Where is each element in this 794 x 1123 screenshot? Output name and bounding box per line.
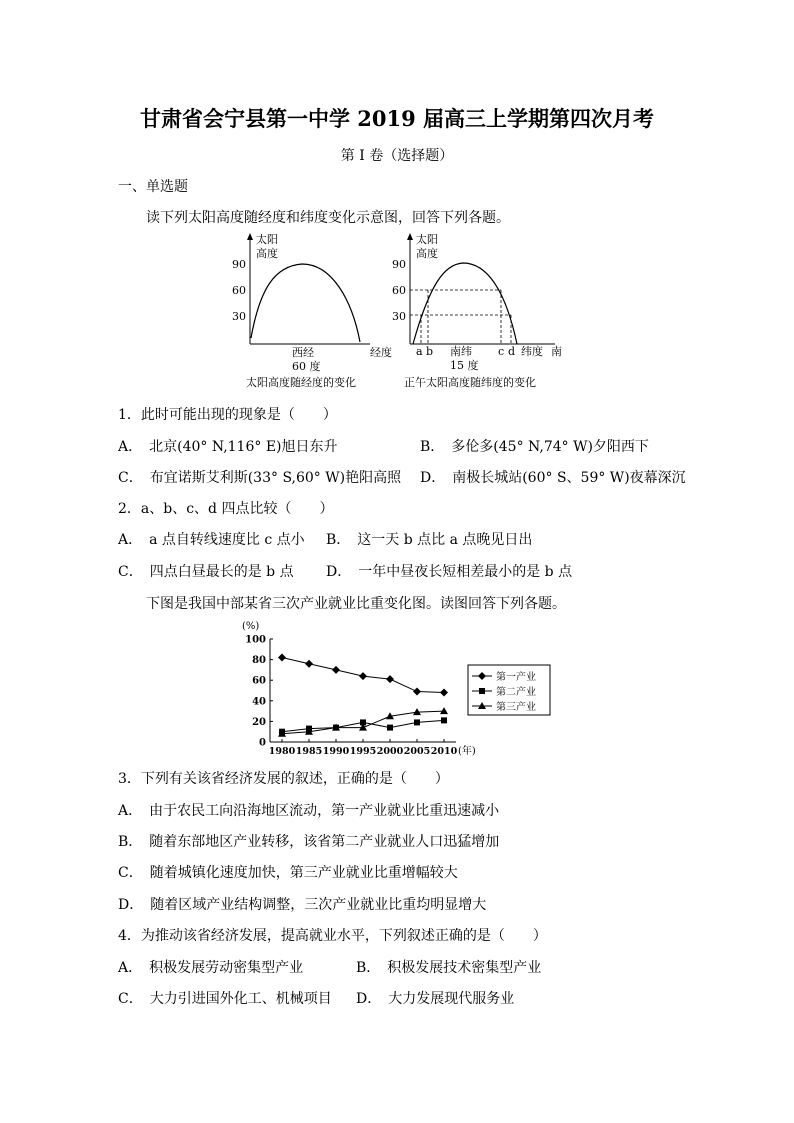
point-a: a — [416, 345, 423, 358]
series-2-point — [387, 725, 393, 731]
left-ylabel-1: 太阳 — [256, 233, 278, 246]
q2-option-c: C． 四点白昼最长的是 b 点 — [118, 564, 294, 580]
latitude-diagram — [392, 232, 562, 389]
q3-option-b: B． 随着东部地区产业转移，该省第二产业就业人口迅猛增加 — [118, 834, 500, 850]
q1-option-a: A． 北京(40° N,116° E)旭日东升 — [118, 439, 338, 455]
legend-label-1: 第一产业 — [496, 672, 536, 683]
group1-intro: 读下列太阳高度随经度和纬度变化示意图，回答下列各题。 — [146, 210, 510, 226]
section-heading: 一、单选题 — [118, 179, 188, 195]
q4-option-d: D． 大力发展现代服务业 — [356, 991, 515, 1007]
y-tick-label: 80 — [252, 655, 266, 667]
left-ytick-90: 90 — [232, 258, 246, 271]
x-tick-label: 1990 — [322, 746, 350, 757]
series-2-point — [441, 717, 447, 723]
q4-option-c: C． 大力引进国外化工、机械项目 — [118, 991, 332, 1007]
q3-stem: 3．下列有关该省经济发展的叙述，正确的是（ ） — [118, 771, 449, 787]
x-tick-label: 1995 — [349, 746, 377, 757]
right-xmid-2: 15 度 — [450, 359, 479, 372]
left-ytick-30: 30 — [232, 310, 246, 323]
q3-option-a: A． 由于农民工向沿海地区流动，第一产业就业比重迅速减小 — [118, 803, 500, 819]
right-xmid-1: 南纬 — [450, 345, 472, 358]
left-caption: 太阳高度随经度的变化 — [246, 376, 356, 389]
series-1-point — [386, 675, 394, 683]
right-ytick-30: 30 — [392, 310, 406, 323]
q3-option-c: C． 随着城镇化速度加快，第三产业就业比重增幅较大 — [118, 865, 458, 881]
point-d: d — [508, 345, 516, 358]
y-tick-label: 60 — [252, 675, 266, 687]
q1-option-b: B． 多伦多(45° N,74° W)夕阳西下 — [420, 439, 649, 455]
right-xaxis-end: 南 — [551, 345, 562, 358]
x-unit-label: (年) — [458, 746, 476, 757]
right-ytick-90: 90 — [392, 258, 406, 271]
left-xmark-2: 60 度 — [292, 360, 321, 373]
x-tick-label: 2010 — [430, 746, 458, 757]
left-ylabel-2: 高度 — [256, 247, 278, 260]
x-tick-label: 2005 — [403, 746, 431, 757]
legend-marker-2 — [479, 688, 485, 694]
q2-option-a: A． a 点自转线速度比 c 点小 — [118, 532, 305, 548]
legend-label-2: 第二产业 — [496, 687, 536, 698]
section-subtitle: 第 I 卷（选择题） — [340, 148, 454, 164]
point-b: b — [426, 345, 434, 358]
series-1-point — [332, 666, 340, 674]
series-1-point — [359, 672, 367, 680]
point-c: c — [498, 345, 505, 358]
employment-share-chart — [230, 617, 560, 759]
y-tick-label: 100 — [245, 634, 266, 646]
q1-option-c: C． 布宜诺斯艾利斯(33° S,60° W)艳阳高照 — [118, 470, 402, 486]
q1-stem: 1．此时可能出现的现象是（ ） — [118, 407, 337, 423]
q1-option-d: D． 南极长城站(60° S、59° W)夜幕深沉 — [420, 470, 686, 486]
y-tick-label: 40 — [252, 696, 266, 708]
x-tick-label: 2000 — [376, 746, 404, 757]
series-1-point — [440, 689, 448, 697]
q4-option-b: B． 积极发展技术密集型产业 — [356, 960, 542, 976]
series-1-point — [305, 660, 313, 668]
series-3-point — [440, 707, 448, 714]
right-xaxis-label: 纬度 — [521, 345, 543, 358]
y-unit-label: (%) — [242, 621, 260, 632]
left-ytick-60: 60 — [232, 284, 246, 297]
group2-intro: 下图是我国中部某省三次产业就业比重变化图。读图回答下列各题。 — [146, 596, 566, 612]
q4-option-a: A． 积极发展劳动密集型产业 — [118, 960, 304, 976]
solar-altitude-figure — [230, 228, 575, 393]
q2-option-d: D． 一年中昼夜长短相差最小的是 b 点 — [326, 564, 573, 580]
left-xaxis-label: 经度 — [370, 346, 392, 359]
longitude-diagram — [232, 232, 392, 389]
right-caption: 正午太阳高度随纬度的变化 — [404, 376, 536, 389]
y-tick-label: 0 — [259, 737, 266, 749]
right-ylabel-1: 太阳 — [416, 233, 438, 246]
y-tick-label: 20 — [252, 716, 266, 728]
legend-label-3: 第三产业 — [496, 702, 536, 713]
series-1-point — [278, 654, 286, 662]
x-tick-label: 1980 — [268, 746, 296, 757]
longitude-curve — [251, 264, 360, 342]
page-title: 甘肃省会宁县第一中学 2019 届高三上学期第四次月考 — [139, 106, 655, 131]
x-tick-label: 1985 — [295, 746, 323, 757]
right-ytick-60: 60 — [392, 284, 406, 297]
series-1-point — [413, 688, 421, 696]
left-xmark-1: 西经 — [292, 346, 314, 359]
right-ylabel-2: 高度 — [416, 247, 438, 260]
q2-option-b: B． 这一天 b 点比 a 点晚见日出 — [326, 532, 533, 548]
q3-option-d: D． 随着区域产业结构调整，三次产业就业比重均明显增大 — [118, 897, 487, 913]
q4-stem: 4．为推动该省经济发展，提高就业水平，下列叙述正确的是（ ） — [118, 928, 547, 944]
series-2-point — [414, 719, 420, 725]
q2-stem: 2．a、b、c、d 四点比较（ ） — [118, 501, 334, 517]
